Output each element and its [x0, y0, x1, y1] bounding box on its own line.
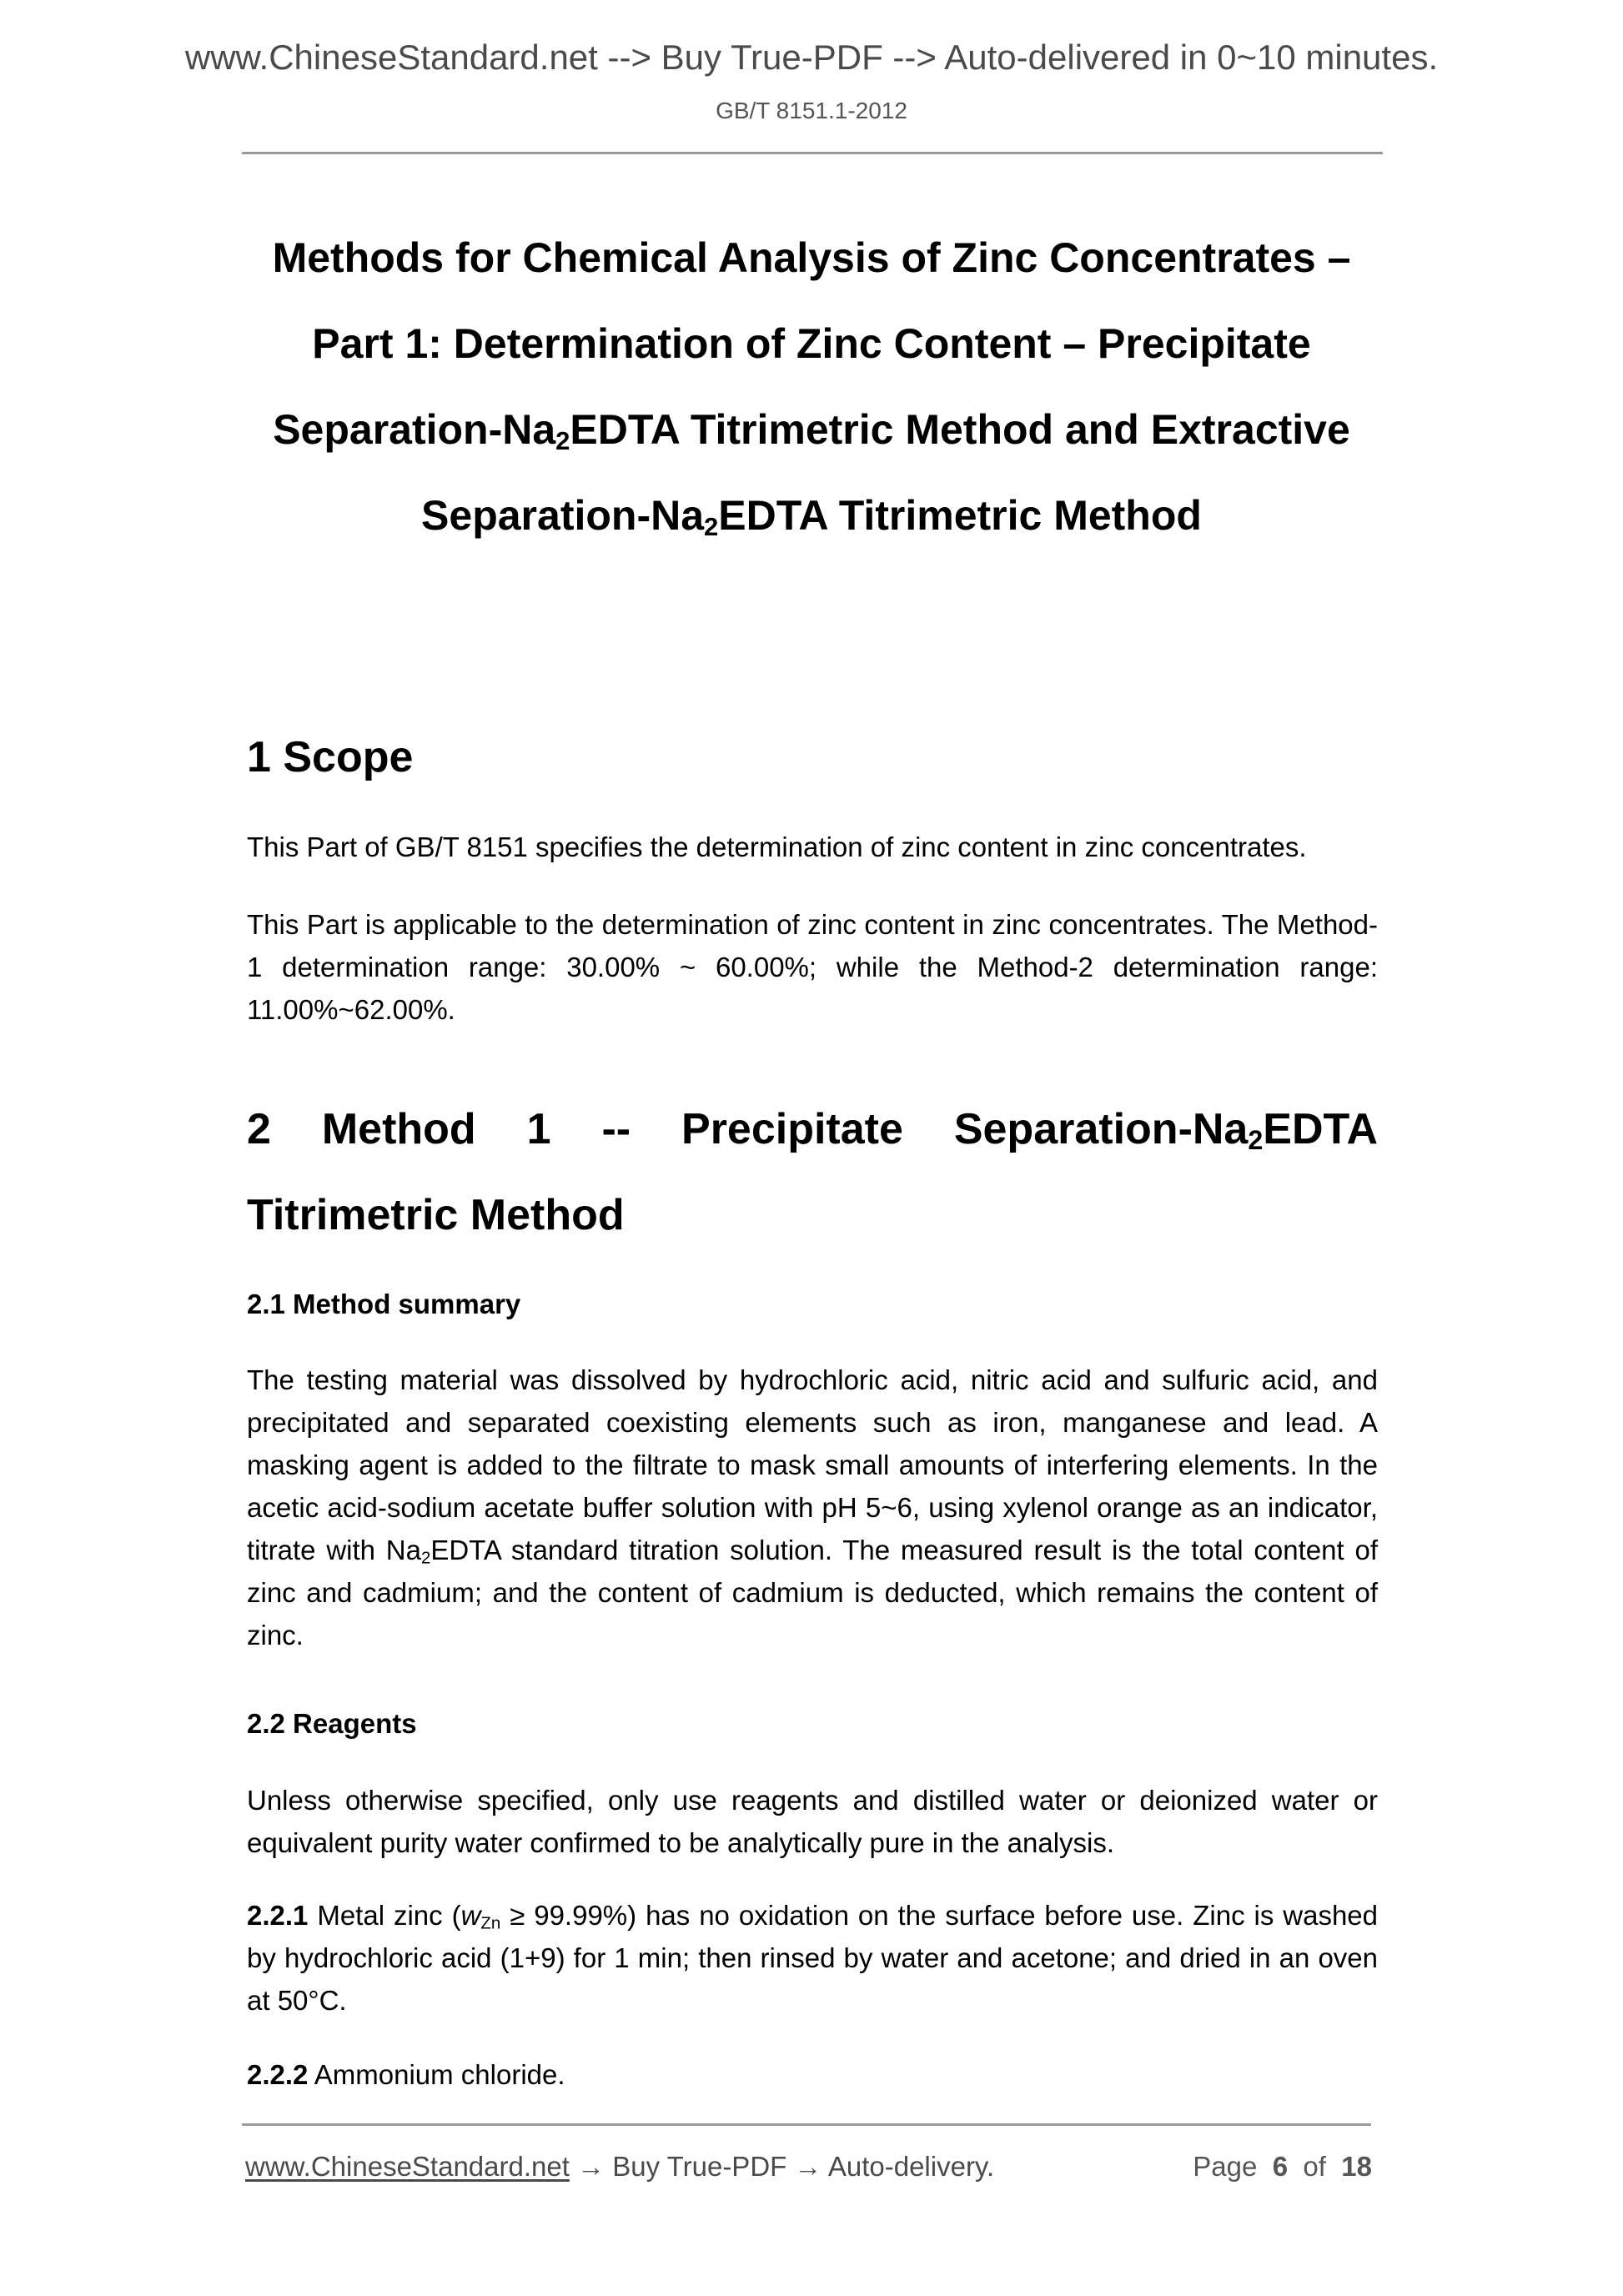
heading-word	[954, 1087, 1378, 1173]
heading-word: 1	[526, 1105, 551, 1153]
title-line-3	[242, 387, 1381, 473]
footer-delivery-text: Auto-delivery.	[827, 2151, 995, 2182]
title-line-4-part-b: EDTA Titrimetric Method	[718, 492, 1202, 539]
section-1-heading: 1 Scope	[247, 733, 414, 781]
arrow-right-icon: →	[569, 2151, 613, 2182]
title-line-4	[242, 473, 1381, 559]
reagent-item-2-2-2	[247, 2053, 1378, 2096]
paragraph-part-a: The testing material was dissolved by hydrochloric acid, nitric acid and sulfuric acid, and precipitated and separated coexisting elements such as iron, manganese and lead. A masking agent is added to the filtrate to mask small amounts of interfering elements. In the acetic acid-sodium acetate buffer solution with pH 5~6, using xylenol orange as an indicator, titrate with Na	[247, 1364, 1378, 1565]
method-summary-paragraph	[247, 1359, 1378, 1656]
title-line-4-part-a: Separation-Na	[421, 492, 705, 539]
mass-fraction-symbol: w	[460, 1900, 481, 1931]
standard-code: GB/T 8151.1-2012	[716, 98, 907, 123]
page-label: Page	[1193, 2151, 1258, 2182]
title-line-1: Methods for Chemical Analysis of Zinc Concentrates –	[272, 234, 1351, 281]
item-number: 2.2.2	[247, 2059, 309, 2090]
total-pages-number: 18	[1341, 2151, 1372, 2182]
subscript: 2	[1248, 1125, 1264, 1156]
current-page-number: 6	[1272, 2151, 1289, 2182]
title-line-3-part-a: Separation-Na	[273, 406, 556, 453]
heading-word: 2	[247, 1105, 271, 1153]
heading-word: Method	[321, 1105, 476, 1153]
item-text-b: ≥ 99.99%) has no oxidation on the surface before use. Zinc is washed by hydrochloric acid (1+9) for 1 min; then rinsed by water and acetone; and dried in an oven at 50°C.	[247, 1900, 1378, 2016]
item-text-a: Metal zinc (	[308, 1900, 461, 1931]
header-banner: www.ChineseStandard.net --> Buy True-PDF --> Auto-delivered in 0~10 minutes.	[184, 38, 1439, 77]
subscript: Zn	[480, 1913, 501, 1933]
title-line-3-part-b: EDTA Titrimetric Method and Extractive	[570, 406, 1350, 453]
item-text: Ammonium chloride.	[308, 2059, 565, 2090]
reagent-item-2-2-1	[247, 1894, 1378, 2022]
section-2-heading-line-1	[247, 1087, 1378, 1173]
subscript: 2	[421, 1548, 431, 1568]
footer-buy-text: Buy True-PDF	[612, 2151, 787, 2182]
heading-word: Precipitate	[681, 1105, 903, 1153]
page-indicator	[1176, 2150, 1372, 2183]
heading-word-part-b: EDTA	[1263, 1105, 1378, 1153]
subscript: 2	[555, 425, 570, 455]
title-line-2: Part 1: Determination of Zinc Content – Precipitate	[312, 320, 1311, 367]
footer-promo	[245, 2150, 994, 2183]
footer-site-link[interactable]: www.ChineseStandard.net	[245, 2151, 570, 2182]
scope-paragraph-2: This Part is applicable to the determination of zinc content in zinc concentrates. The Method-1 determination range: 30.00% ~ 60.00%; while the Method-2 determination range: 11.00%~62.00%.	[247, 909, 1378, 1025]
scope-paragraph-1: This Part of GB/T 8151 specifies the determination of zinc content in zinc concentrates.	[247, 831, 1307, 862]
item-number: 2.2.1	[247, 1900, 309, 1931]
section-2-heading-line-2: Titrimetric Method	[247, 1191, 625, 1239]
heading-word: --	[601, 1105, 631, 1153]
subsection-2-1-heading: 2.1 Method summary	[247, 1289, 521, 1319]
section-2-heading	[247, 1087, 1378, 1259]
document-title	[242, 215, 1381, 559]
reagents-paragraph: Unless otherwise specified, only use reagents and distilled water or deionized water or equivalent purity water confirmed to be analytically pure in the analysis.	[247, 1785, 1378, 1858]
of-label: of	[1303, 2151, 1326, 2182]
subsection-2-2-heading: 2.2 Reagents	[247, 1708, 417, 1739]
paragraph-part-b: EDTA standard titration solution. The measured result is the total content of zinc and cadmium; and the content of cadmium is deducted, which remains the content of zinc.	[247, 1535, 1378, 1650]
subscript: 2	[704, 511, 719, 541]
footer-divider	[242, 2123, 1371, 2126]
header-divider	[242, 152, 1383, 154]
arrow-right-icon: →	[786, 2151, 828, 2182]
heading-word-part-a: Separation-Na	[953, 1105, 1249, 1153]
